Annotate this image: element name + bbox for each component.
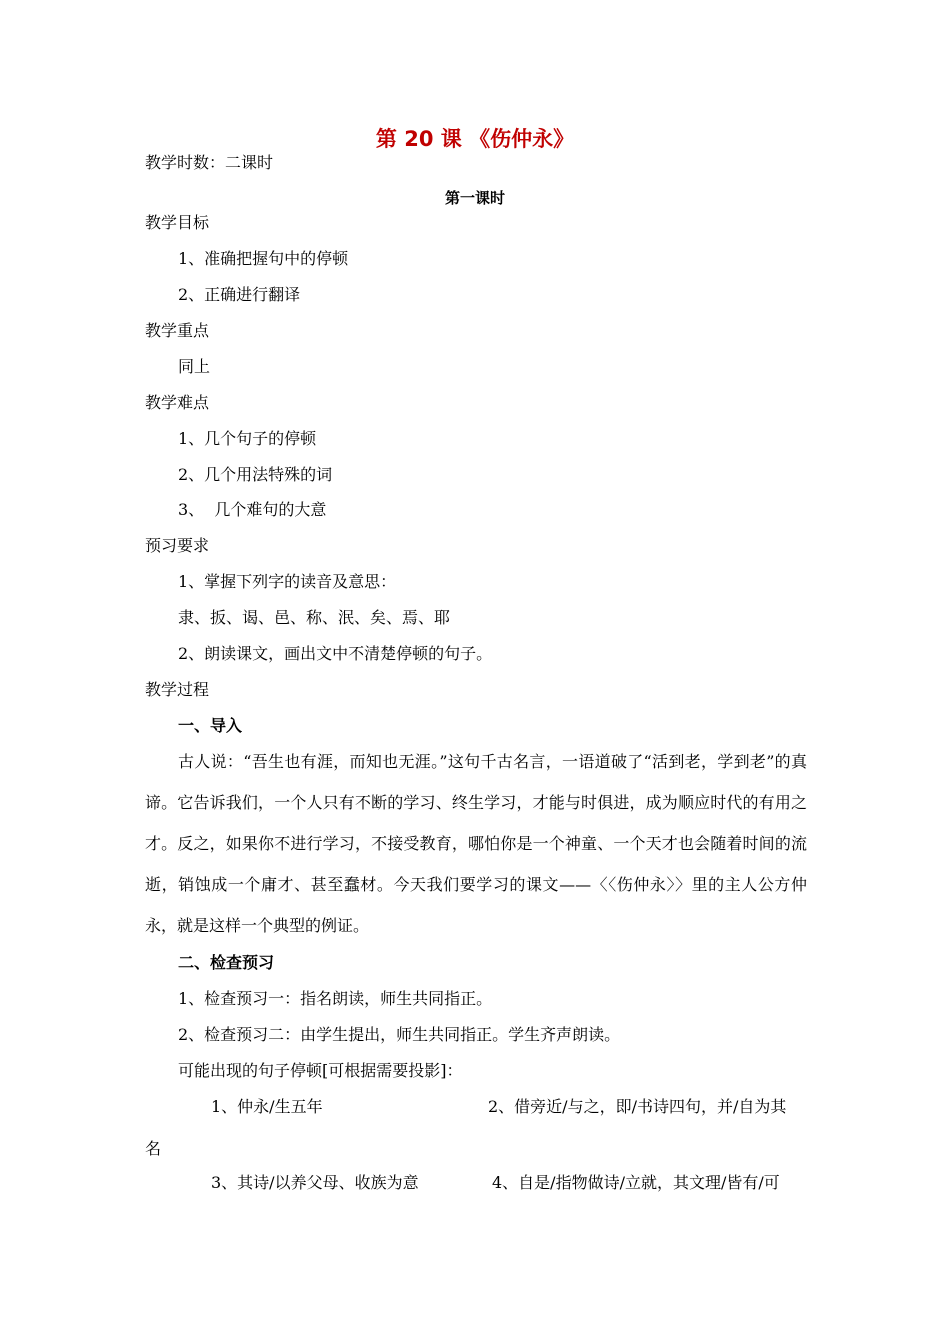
teaching-hours: 教学时数：二课时: [145, 153, 274, 172]
difficulty-item: 1、几个句子的停顿: [178, 429, 317, 448]
preview-heading: 预习要求: [145, 536, 210, 555]
goal-item: 2、正确进行翻译: [178, 285, 301, 304]
pause-example: 2、借旁近/与之，即/书诗四句，并/自为其: [488, 1097, 787, 1116]
preview-characters: 隶、扳、谒、邑、称、泯、矣、焉、耶: [178, 608, 451, 627]
goal-item: 1、准确把握句中的停顿: [178, 249, 349, 268]
lesson-subtitle: 第一课时: [444, 189, 505, 207]
process-heading: 教学过程: [145, 680, 210, 699]
difficulty-item: 2、几个用法特殊的词: [178, 465, 333, 484]
pause-example: 3、其诗/以养父母、收族为意: [211, 1173, 419, 1192]
pause-example-continued: 名: [145, 1139, 162, 1158]
pause-example: 1、仲永/生五年: [211, 1097, 323, 1116]
check-item: 1、检查预习一：指名朗读，师生共同指正。: [178, 989, 493, 1008]
intro-paragraph: 古人说：“吾生也有涯，而知也无涯。”这句千古名言，一语道破了“活到老，学到老”的真谛。它告诉我们，一个人只有不断的学习、终生学习，才能与时俱进，成为顺应时代的有用之才。反之，如果你不进行学习，不接受教育，哪怕你是一个神童、一个天才也会随着时间的流逝，销蚀成一个庸才、甚至蠢材。今天我们要学习的课文——〈〈伤仲永〉〉里的主人公方仲永，就是这样一个典型的例证。: [145, 752, 807, 935]
key-points-heading: 教学重点: [145, 321, 210, 340]
pause-example: 4、自是/指物做诗/立就，其文理/皆有/可: [492, 1173, 780, 1192]
key-point-item: 同上: [178, 357, 211, 376]
page-title: 第 20 课 《伤仲永》: [375, 127, 575, 151]
difficulty-item: 3、 几个难句的大意: [178, 500, 327, 519]
check-item: 2、检查预习二：由学生提出，师生共同指正。学生齐声朗读。: [178, 1025, 621, 1044]
difficulties-heading: 教学难点: [145, 393, 210, 412]
check-item: 可能出现的句子停顿[可根据需要投影]：: [178, 1061, 463, 1080]
intro-heading: 一、导入: [178, 716, 243, 735]
check-heading: 二、检查预习: [178, 953, 275, 972]
preview-item: 2、朗读课文，画出文中不清楚停顿的句子。: [178, 644, 493, 663]
preview-item: 1、掌握下列字的读音及意思：: [178, 572, 397, 591]
goals-heading: 教学目标: [145, 213, 210, 232]
